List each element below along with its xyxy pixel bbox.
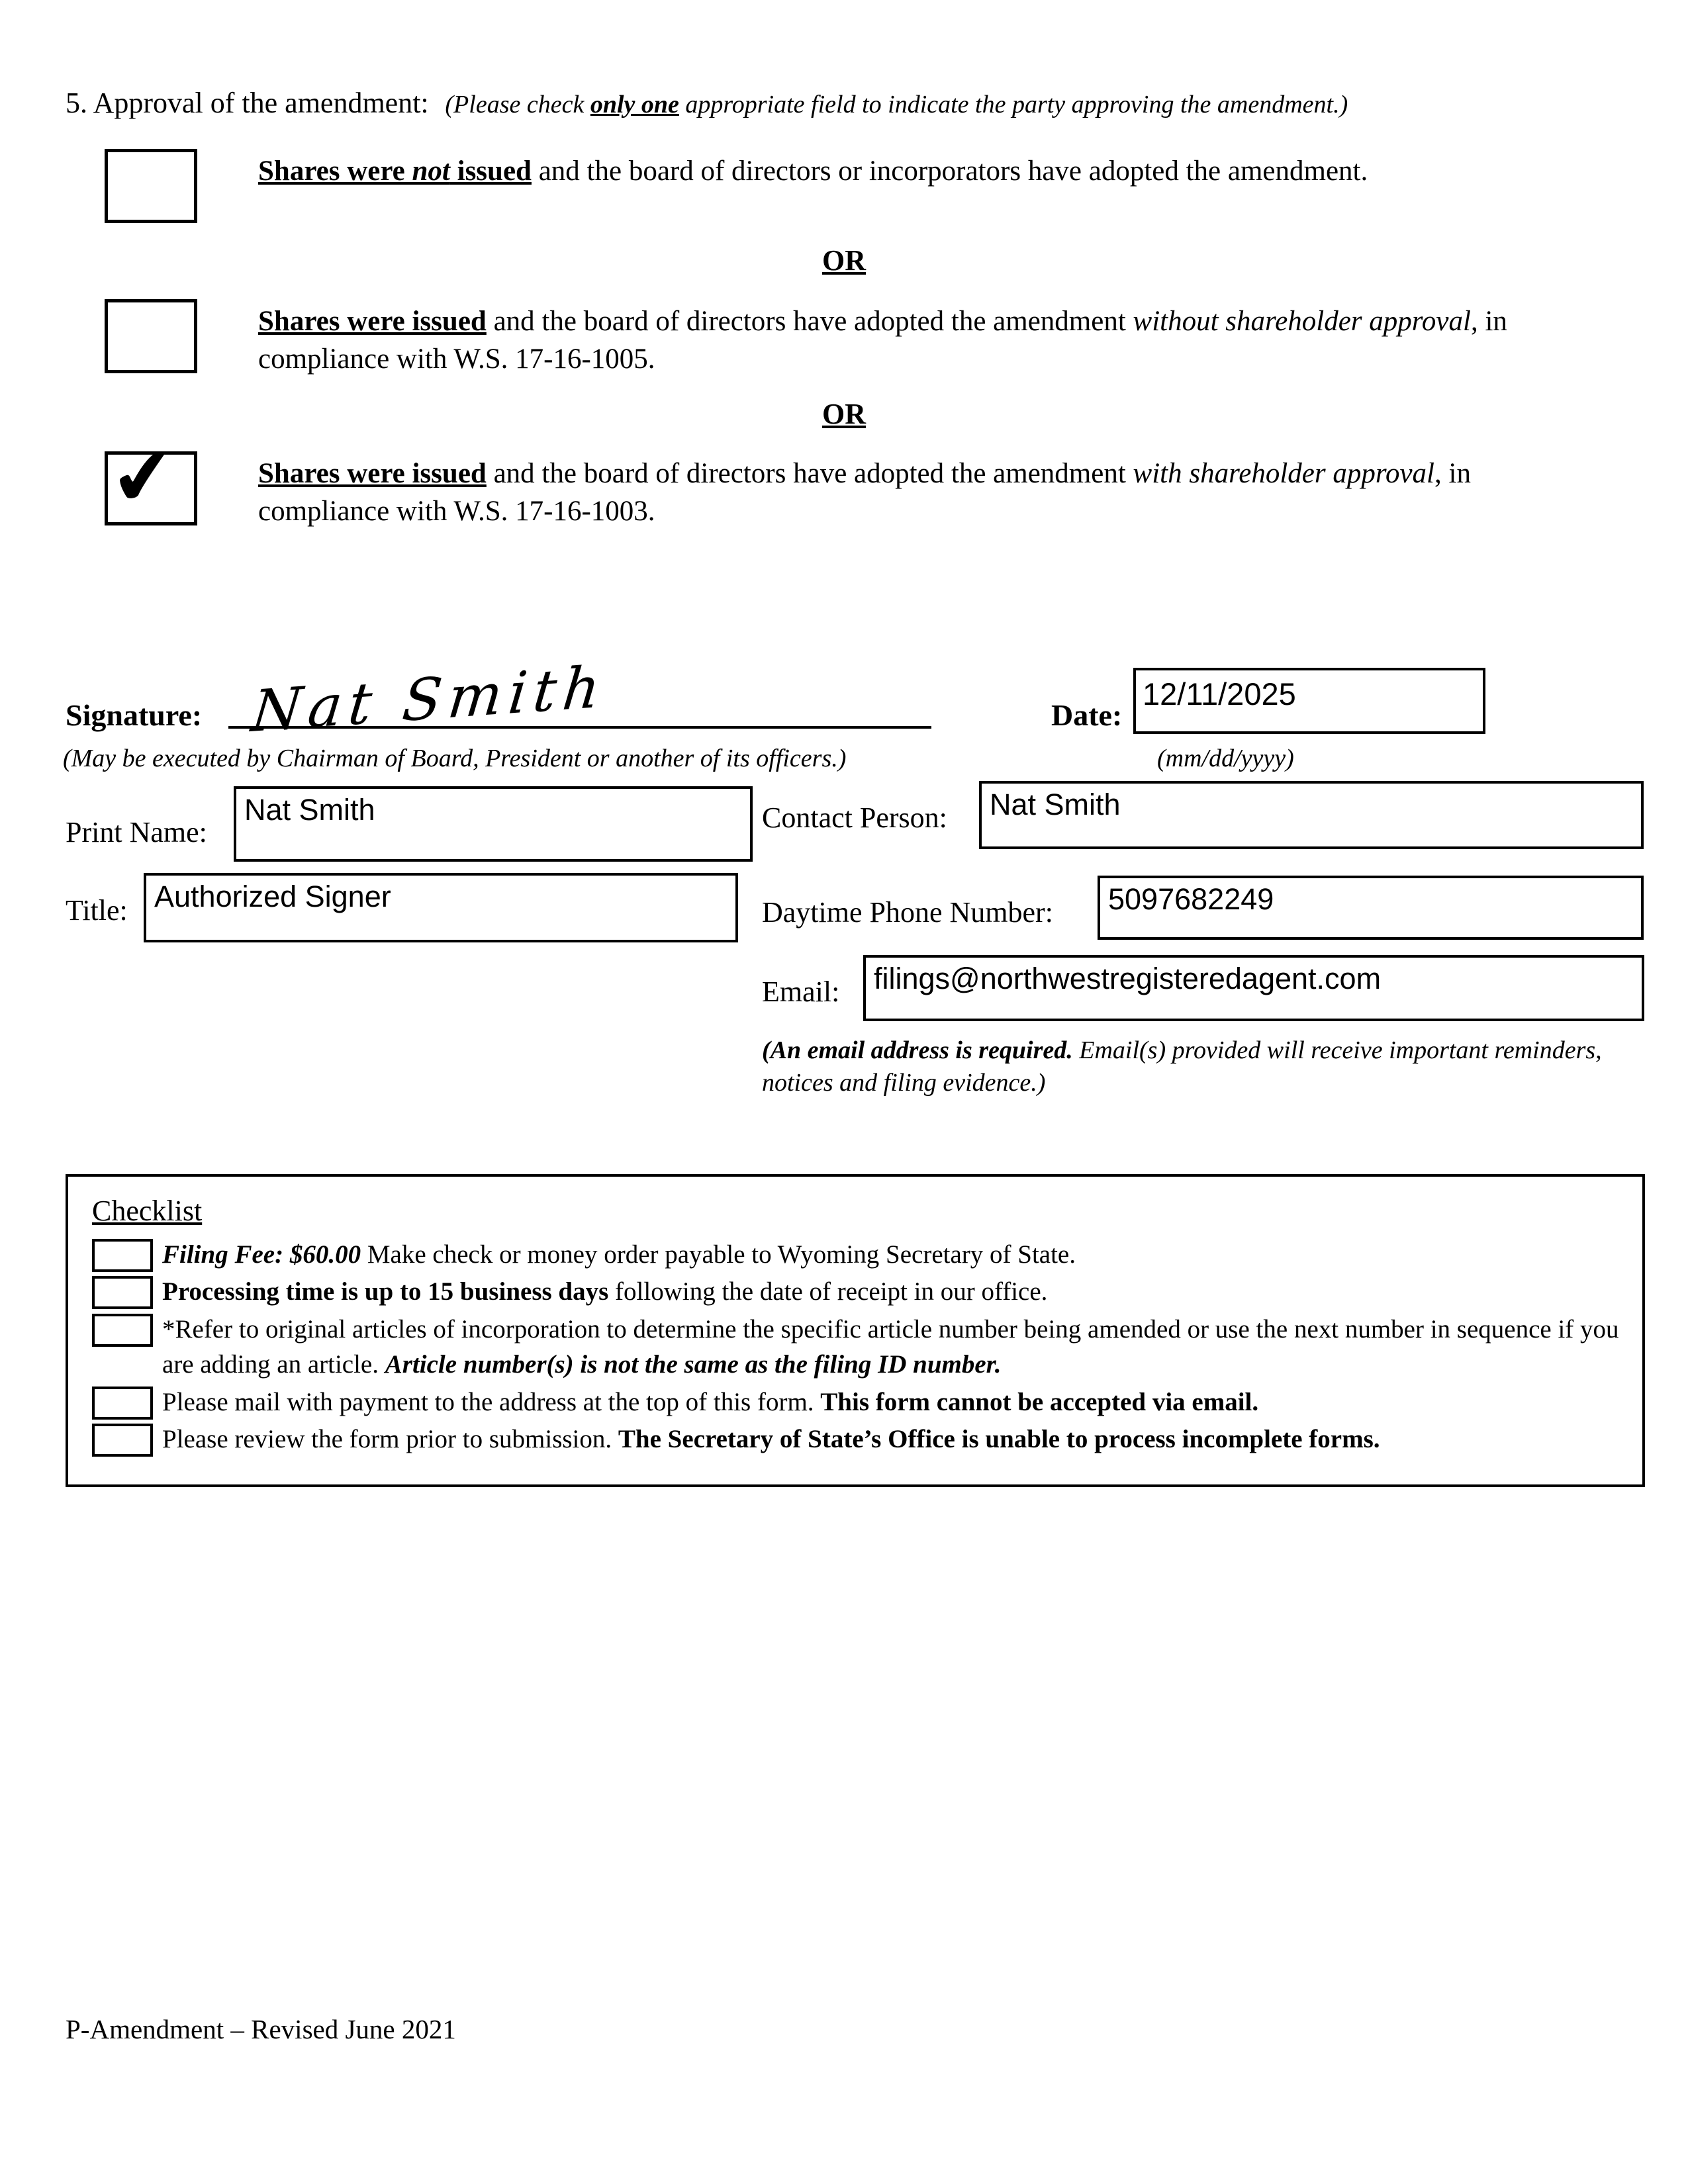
phone-label: Daytime Phone Number:: [762, 896, 1053, 929]
section5-heading-row: [66, 86, 1635, 120]
date-label: Date:: [1051, 698, 1123, 732]
option-with-approval-text: Shares were issued and the board of directors have adopted the amendment with shareholder approval, in compliance with W.S. 17-16-1003.: [258, 458, 1471, 527]
option-with-approval-checkbox[interactable]: [105, 428, 197, 525]
only-one-emphasis: only one: [590, 91, 679, 118]
checklist-item-processing-time: Processing time is up to 15 business days following the date of receipt in our office.: [92, 1274, 1624, 1309]
contact-person-label: Contact Person:: [762, 801, 947, 834]
option-without-approval-checkbox[interactable]: [105, 299, 197, 373]
checklist-title: Checklist: [92, 1195, 203, 1227]
contact-person-field[interactable]: Nat Smith: [979, 781, 1644, 849]
option-without-approval-text: Shares were issued and the board of directors have adopted the amendment without shareholder approval, in compliance with W.S. 17-16-1005.: [258, 306, 1507, 375]
checklist-item-3-checkbox[interactable]: [92, 1314, 153, 1347]
contact-fields-section: [66, 781, 1648, 1165]
approval-option-without-approval: [66, 299, 1635, 379]
checklist-item-mail-payment: Please mail with payment to the address at the top of this form. This form cannot be accepted via email.: [92, 1385, 1624, 1420]
checklist-item-1-checkbox[interactable]: [92, 1239, 153, 1272]
option-not-issued-checkbox[interactable]: [105, 149, 197, 223]
signature-notes-row: [0, 744, 1688, 784]
checklist-item-filing-fee: Filing Fee: $60.00 Make check or money order payable to Wyoming Secretary of State.: [92, 1237, 1624, 1272]
checklist-item-2-checkbox[interactable]: [92, 1276, 153, 1309]
option-not-issued-text: Shares were not issued and the board of directors or incorporators have adopted the amendment.: [258, 156, 1368, 187]
approval-option-not-issued: [66, 149, 1635, 223]
signature-row: [0, 653, 1688, 746]
email-label: Email:: [762, 976, 840, 1008]
handwritten-signature: Nat Smith: [248, 653, 610, 746]
date-field[interactable]: 12/11/2025: [1133, 668, 1485, 734]
title-field[interactable]: Authorized Signer: [144, 873, 738, 942]
date-format-hint: (mm/dd/yyyy): [1157, 745, 1294, 772]
checklist-box: [66, 1174, 1645, 1487]
email-required-note: (An email address is required. Email(s) provided will receive important reminders, notices and filing evidence.): [762, 1036, 1602, 1097]
checkmark-icon: ✔: [106, 428, 181, 525]
form-revision-footer: P-Amendment – Revised June 2021: [66, 2014, 456, 2044]
title-label: Title:: [66, 894, 128, 927]
section5-heading-note: (Please check only one appropriate field to indicate the party approving the amendment.): [445, 91, 1348, 118]
or-divider-2: OR: [822, 398, 866, 430]
signature-executor-note: (May be executed by Chairman of Board, President or another of its officers.): [63, 745, 847, 772]
phone-field[interactable]: 5097682249: [1098, 876, 1644, 940]
signature-label: Signature:: [66, 698, 203, 732]
checklist-item-review-form: Please review the form prior to submission. The Secretary of State’s Office is unable to process incomplete forms.: [92, 1422, 1624, 1457]
print-name-label: Print Name:: [66, 816, 207, 848]
section5-heading: 5. Approval of the amendment:: [66, 87, 429, 119]
email-field[interactable]: filings@northwestregisteredagent.com: [863, 955, 1644, 1021]
checklist-item-5-checkbox[interactable]: [92, 1424, 153, 1457]
checklist-item-article-number: *Refer to original articles of incorporation to determine the specific article number being amended or use the next number in sequence if you are adding an article. Article number(s) is not the same as the filing ID number.: [92, 1312, 1624, 1383]
approval-option-with-approval: [66, 428, 1635, 531]
or-divider-1: OR: [822, 244, 866, 277]
checklist-item-4-checkbox[interactable]: [92, 1387, 153, 1420]
print-name-field[interactable]: Nat Smith: [234, 786, 753, 862]
